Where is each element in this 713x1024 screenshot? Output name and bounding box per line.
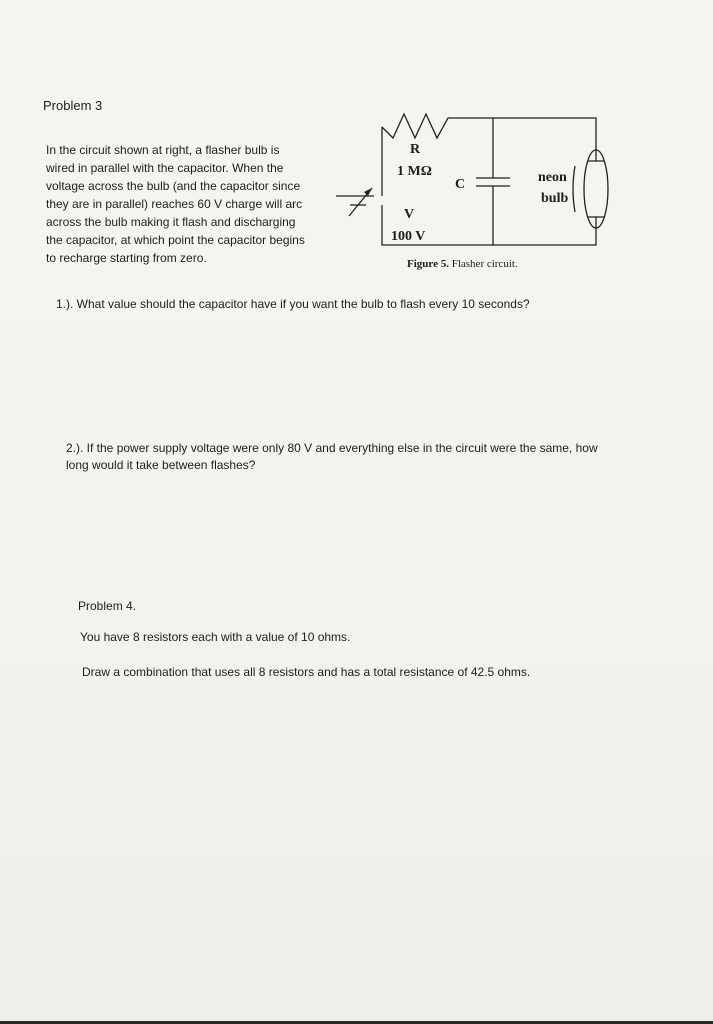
intro-line: In the circuit shown at right, a flasher bulb is bbox=[46, 143, 280, 157]
capacitor-label: C bbox=[455, 177, 466, 192]
question-1: 1.). What value should the capacitor have if you want the bulb to flash every 10 seconds? bbox=[56, 297, 530, 311]
problem-4-title: Problem 4. bbox=[78, 599, 137, 613]
bulb-bracket bbox=[573, 166, 575, 212]
bulb-label-bulb: bulb bbox=[541, 191, 569, 206]
intro-line: wired in parallel with the capacitor. When the bbox=[46, 161, 284, 175]
arrow-head-icon bbox=[364, 188, 372, 196]
intro-line: they are in parallel) reaches 60 V charge will arc bbox=[46, 197, 303, 211]
intro-line: across the bulb making it flash and discharging bbox=[46, 215, 296, 229]
figure-caption-number: Figure 5. bbox=[407, 258, 449, 270]
problem-4-line-2: Draw a combination that uses all 8 resistors and has a total resistance of 42.5 ohms. bbox=[82, 665, 531, 679]
bulb-label-neon: neon bbox=[538, 170, 567, 185]
intro-line: voltage across the bulb (and the capacitor since bbox=[46, 179, 301, 193]
voltage-label: V bbox=[404, 207, 415, 222]
figure-caption-text: Flasher circuit. bbox=[451, 258, 518, 270]
voltage-value: 100 V bbox=[391, 229, 426, 244]
problem-3-intro bbox=[46, 141, 331, 267]
resistor-symbol bbox=[382, 114, 448, 138]
resistor-label: R bbox=[410, 142, 421, 157]
problem-3-title: Problem 3 bbox=[43, 98, 103, 113]
flasher-circuit-diagram bbox=[330, 108, 620, 258]
question-2 bbox=[66, 440, 611, 474]
problem-4-line-1: You have 8 resistors each with a value of 10 ohms. bbox=[80, 630, 351, 644]
neon-bulb-outline bbox=[584, 150, 608, 228]
question-2-line-2: long would it take between flashes? bbox=[66, 458, 256, 472]
figure-caption bbox=[407, 258, 518, 270]
intro-line: to recharge starting from zero. bbox=[46, 251, 207, 265]
top-wire bbox=[448, 118, 596, 150]
resistor-value: 1 MΩ bbox=[397, 164, 432, 179]
question-2-line-1: 2.). If the power supply voltage were only 80 V and everything else in the circuit were the same, how bbox=[66, 441, 598, 455]
intro-line: the capacitor, at which point the capacitor begins bbox=[46, 233, 305, 247]
